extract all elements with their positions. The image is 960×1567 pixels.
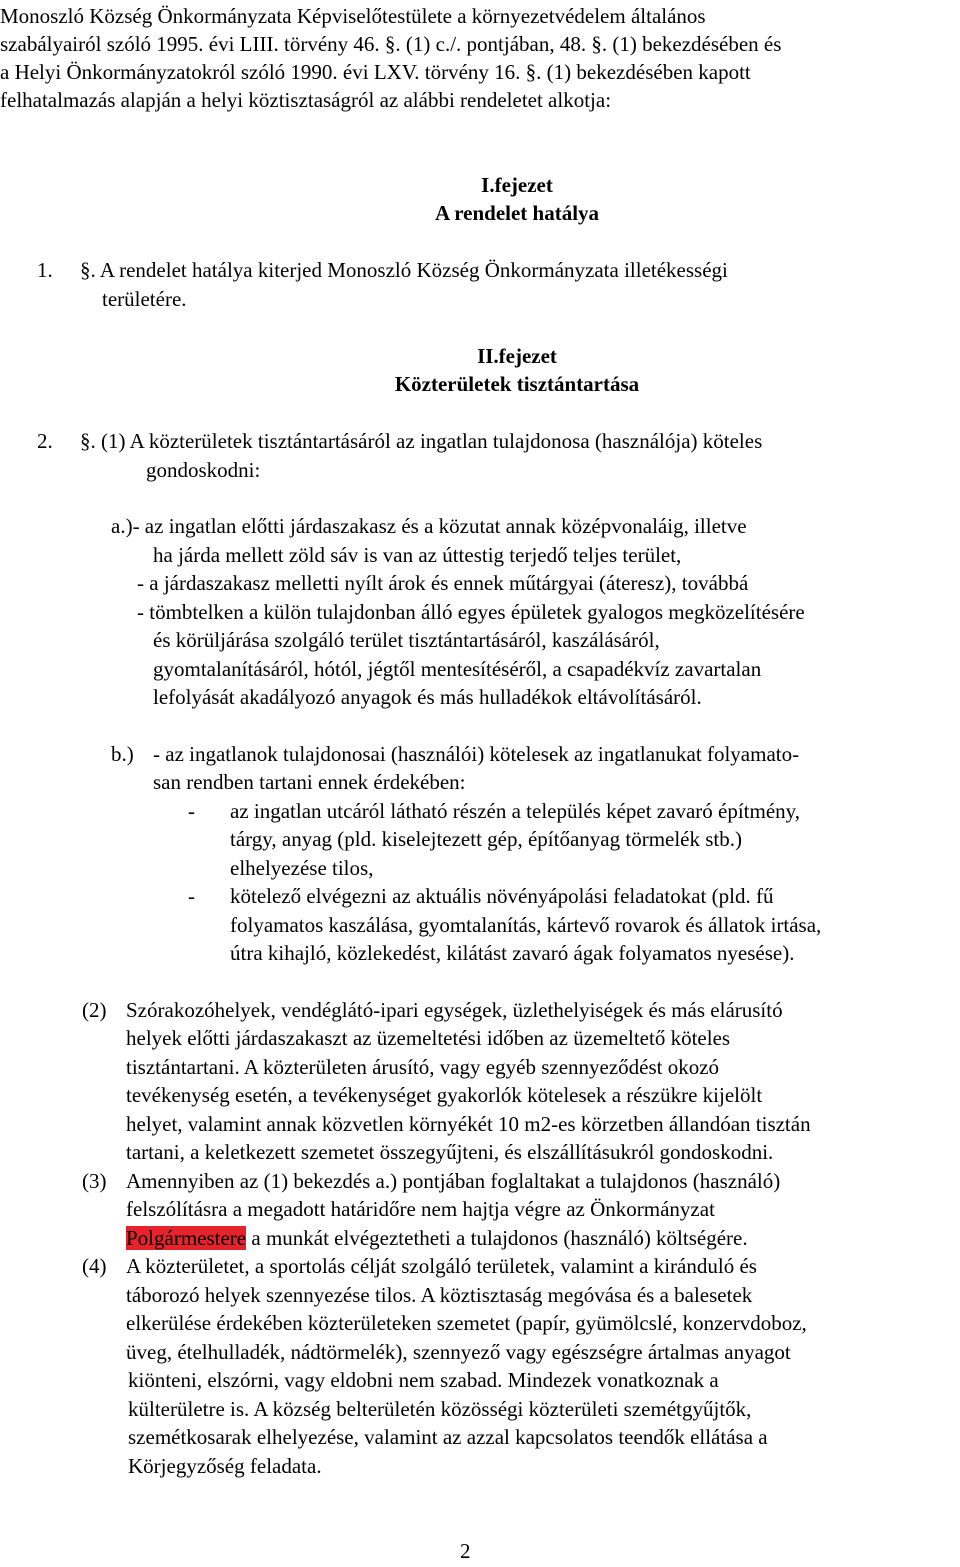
highlighted-text: Polgármestere (126, 1226, 247, 1250)
bullet-line: tárgy, anyag (pld. kiselejtezett gép, építőanyag törmelék stb.) (230, 827, 742, 851)
section-line: gondoskodni: (146, 458, 261, 482)
section-line: területére. (102, 287, 187, 311)
section-number: 2. (37, 429, 53, 453)
item-a-line: lefolyását akadályozó anyagok és más hulladékok eltávolításáról. (153, 685, 702, 709)
paragraph-line: tartani, a keletkezett szemetet összegyűjteni, és elszállításukról gondoskodni. (126, 1140, 774, 1164)
paragraph-line: Körjegyzőség feladata. (128, 1454, 322, 1478)
paragraph-number: (2) (82, 998, 107, 1022)
item-a-line: és körüljárása szolgáló terület tisztántartásáról, kaszálásáról, (153, 628, 660, 652)
bullet-line: elhelyezése tilos, (230, 856, 374, 880)
item-a-line: ha járda mellett zöld sáv is van az úttestig terjedő teljes terület, (153, 543, 682, 567)
bullet-line: az ingatlan utcáról látható részén a település képet zavaró építmény, (230, 799, 801, 823)
paragraph-line: kiönteni, elszórni, vagy eldobni nem szabad. Mindezek vonatkoznak a (128, 1368, 719, 1392)
section-line: §. A rendelet hatálya kiterjed Monoszló Község Önkormányzata illetékességi (80, 258, 728, 282)
paragraph-line: üveg, ételhulladék, nádtörmelék), szennyező vagy egészségre ártalmas anyagot (126, 1340, 791, 1364)
bullet-line: kötelező elvégezni az aktuális növényápolási feladatokat (pld. fű (230, 884, 774, 908)
paragraph-line: elkerülése érdekében közterületeken szemetet (papír, gyümölcslé, konzervdoboz, (126, 1311, 807, 1335)
paragraph-line: helyek előtti járdaszakaszt az üzemeltetési időben az üzemeltető köteles (126, 1026, 731, 1050)
item-a-line: - a járdaszakasz melletti nyílt árok és ennek műtárgyai (áteresz), továbbá (137, 571, 749, 595)
paragraph-line (126, 1224, 748, 1253)
paragraph-line: tevékenység esetén, a tevékenységet gyakorlók kötelesek a részükre kijelölt (126, 1083, 763, 1107)
chapter-number: I.fejezet (481, 173, 553, 197)
item-a-line: gyomtalanításáról, hótól, jégtől mentesítéséről, a csapadékvíz zavartalan (153, 657, 762, 681)
paragraph-number: (3) (82, 1169, 107, 1193)
bullet-line: folyamatos kaszálása, gyomtalanítás, kártevő rovarok és állatok irtása, (230, 913, 822, 937)
item-b-line: - az ingatlanok tulajdonosai (használói) kötelesek az ingatlanukat folyamato- (153, 742, 800, 766)
paragraph-line: A közterületet, a sportolás célját szolgáló területek, valamint a kiránduló és (126, 1254, 757, 1278)
item-a-line: - tömbtelken a külön tulajdonban álló egyes épületek gyalogos megközelítésére (137, 600, 805, 624)
item-b-line: san rendben tartani ennek érdekében: (153, 770, 466, 794)
chapter-title: Közterületek tisztántartása (394, 372, 640, 396)
chapter-title: A rendelet hatálya (434, 201, 600, 225)
intro-line: felhatalmazás alapján a helyi köztisztaságról az alábbi rendeletet alkotja: (0, 88, 612, 112)
item-a-first-line: a.)- az ingatlan előtti járdaszakasz és a közutat annak középvonaláig, illetve (111, 514, 747, 538)
paragraph-line: táborozó helyek szennyezése tilos. A köztisztaság megóvása és a balesetek (126, 1283, 753, 1307)
chapter-number: II.fejezet (477, 344, 557, 368)
section-line: §. (1) A közterületek tisztántartásáról az ingatlan tulajdonosa (használója) köteles (80, 429, 763, 453)
paragraph-line: szemétkosarak elhelyezése, valamint az azzal kapcsolatos teendők ellátása a (128, 1425, 768, 1449)
bullet-dash: - (188, 884, 195, 908)
intro-line: szabályairól szóló 1995. évi LIII. törvény 46. §. (1) c./. pontjában, 48. §. (1) bekezdésében és (0, 32, 782, 56)
bullet-line: útra kihajló, közlekedést, kilátást zavaró ágak folyamatos nyesése). (230, 941, 795, 965)
intro-line: a Helyi Önkormányzatokról szóló 1990. évi LXV. törvény 16. §. (1) bekezdésében kapott (0, 60, 751, 84)
paragraph-line: helyet, valamint annak közvetlen környékét 10 m2-es körzetben állandóan tisztán (126, 1112, 811, 1136)
paragraph-line: Szórakozóhelyek, vendéglátó-ipari egységek, üzlethelyiségek és más elárusító (126, 998, 783, 1022)
paragraph-line: felszólításra a megadott határidőre nem hajtja végre az Önkormányzat (126, 1197, 715, 1221)
paragraph-line: külterületre is. A község belterületén közösségi közterületi szemétgyűjtők, (128, 1397, 752, 1421)
paragraph-line: tisztántartani. A közterületen árusító, vagy egyéb szennyeződést okozó (126, 1055, 720, 1079)
paragraph-number: (4) (82, 1254, 107, 1278)
intro-line: Monoszló Község Önkormányzata Képviselőtestülete a környezetvédelem általános (0, 4, 706, 28)
bullet-dash: - (188, 799, 195, 823)
page-number: 2 (460, 1539, 471, 1563)
paragraph-line-rest: a munkát elvégeztetheti a tulajdonos (használó) költségére. (246, 1226, 748, 1250)
section-number: 1. (37, 258, 53, 282)
item-b-label: b.) (111, 742, 134, 766)
paragraph-line: Amennyiben az (1) bekezdés a.) pontjában foglaltakat a tulajdonos (használó) (126, 1169, 781, 1193)
